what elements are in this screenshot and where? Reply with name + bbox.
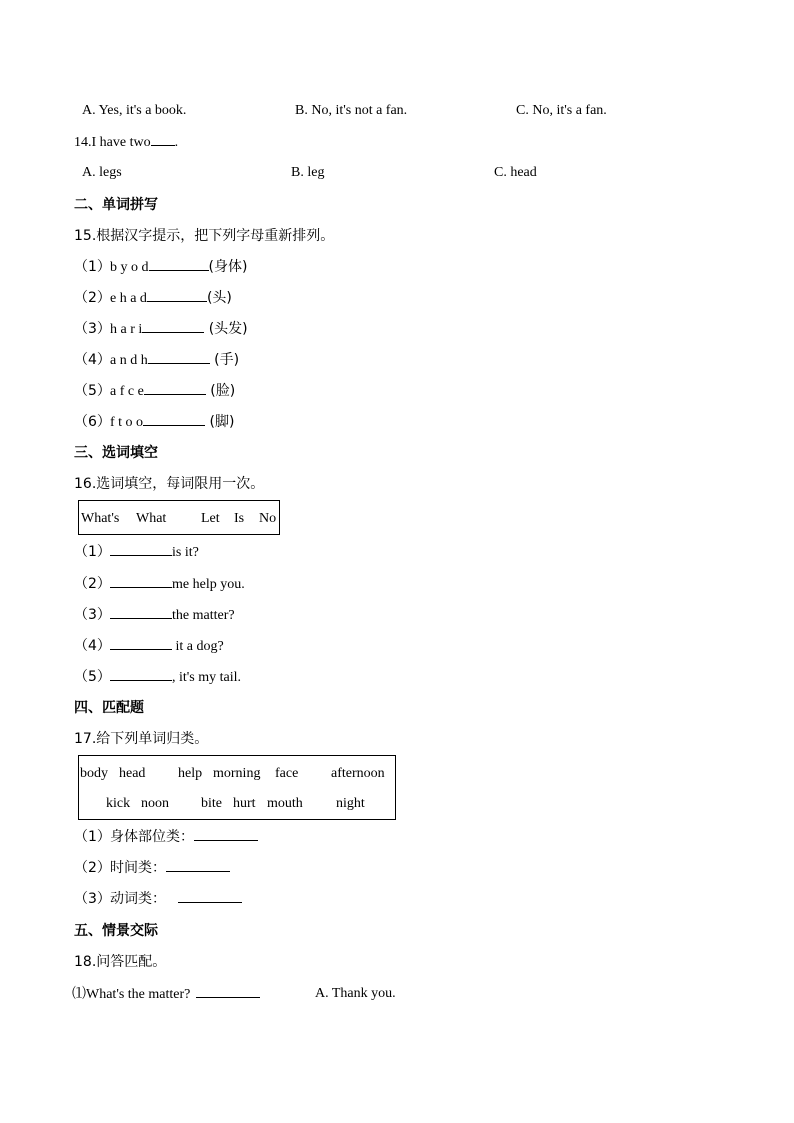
q15-item-3 <box>74 320 248 339</box>
q16-word: No <box>259 511 277 526</box>
q17-word: kick <box>106 796 131 811</box>
q15-item-blank[interactable] <box>149 258 209 271</box>
q15-item-letters: e h a d <box>110 291 147 306</box>
q17-word: bite <box>201 796 222 811</box>
q14-blank[interactable] <box>151 133 175 146</box>
q17-word: hurt <box>233 796 256 811</box>
q15-item-blank[interactable] <box>147 289 207 302</box>
q17-item-number: （2） <box>74 860 111 876</box>
q15-item-4 <box>74 351 239 370</box>
q15-item-hint: (头发) <box>204 321 248 337</box>
q14-end: . <box>174 135 179 150</box>
q15-item-hint: (脚) <box>205 414 235 430</box>
q16-item-number: （5） <box>74 669 111 685</box>
q15-item-number: （4） <box>74 352 111 368</box>
q16-word: What <box>136 511 167 526</box>
q15-item-hint: (脸) <box>205 383 236 399</box>
q17-item-2 <box>74 859 230 878</box>
q16-item-5 <box>74 668 241 687</box>
q16-item-number: （2） <box>74 576 111 592</box>
q15-item-1 <box>74 258 247 277</box>
q17-word: afternoon <box>331 766 385 781</box>
q15-item-letters: a f c e <box>110 384 144 399</box>
q15-item-number: （5） <box>74 383 111 399</box>
q14-option-a: A. legs <box>82 165 122 180</box>
q16-item-text: is it? <box>172 545 199 560</box>
q15-item-letters: a n d h <box>110 353 148 368</box>
q15-item-blank[interactable] <box>143 413 205 426</box>
q18-item-1 <box>72 985 260 1004</box>
q17-item-number: （3） <box>74 891 111 907</box>
q16-word: What's <box>81 511 120 526</box>
section5-heading: 五、情景交际 <box>74 923 158 939</box>
q14-option-b: B. leg <box>291 165 325 180</box>
q18-item-blank[interactable] <box>196 985 260 998</box>
q17-word: head <box>119 766 146 781</box>
q13-option-c: C. No, it's a fan. <box>516 103 607 118</box>
q14-option-c: C. head <box>494 165 537 180</box>
q16-item-text: the matter? <box>172 608 235 623</box>
q16-stem: 16.选词填空，每词限用一次。 <box>74 476 265 492</box>
q17-item-3 <box>74 890 242 909</box>
q17-word: noon <box>141 796 169 811</box>
q16-item-number: （1） <box>74 544 111 560</box>
q17-item-blank[interactable] <box>178 890 242 903</box>
q15-stem: 15.根据汉字提示，把下列字母重新排列。 <box>74 228 335 244</box>
q17-item-blank[interactable] <box>166 859 230 872</box>
q17-item-1 <box>74 828 258 847</box>
q16-item-3 <box>74 606 235 625</box>
q16-item-2 <box>74 575 245 594</box>
q18-answer-a: A. Thank you. <box>315 986 396 1001</box>
q16-item-1 <box>74 543 199 562</box>
q16-item-text: it a dog? <box>172 639 224 654</box>
q16-item-text: , it's my tail. <box>172 670 242 685</box>
q16-word: Is <box>234 511 245 526</box>
q17-item-number: （1） <box>74 829 111 845</box>
q15-item-letters: f t o o <box>110 415 144 430</box>
q16-word-box <box>78 500 280 535</box>
q15-item-letters: b y o d <box>110 260 149 275</box>
q17-word: morning <box>213 766 261 781</box>
q18-stem: 18.问答匹配。 <box>74 954 167 970</box>
q17-word: face <box>275 766 299 781</box>
q15-item-2 <box>74 289 232 308</box>
q16-item-number: （4） <box>74 638 111 654</box>
q16-item-number: （3） <box>74 607 111 623</box>
q15-item-hint: (手) <box>209 352 240 368</box>
q17-word-box <box>78 755 396 820</box>
q13-option-b: B. No, it's not a fan. <box>295 103 408 118</box>
q15-item-number: （6） <box>74 414 111 430</box>
q16-item-blank[interactable] <box>110 575 172 588</box>
q16-item-text: me help you. <box>172 577 245 592</box>
q14-stem: 14.I have two <box>74 135 151 150</box>
q13-option-a: A. Yes, it's a book. <box>82 103 187 118</box>
q15-item-blank[interactable] <box>148 351 210 364</box>
q15-item-blank[interactable] <box>144 382 206 395</box>
q16-item-blank[interactable] <box>110 637 172 650</box>
q16-item-blank[interactable] <box>110 543 172 556</box>
q15-item-number: （3） <box>74 321 111 337</box>
q15-item-hint: (头) <box>206 290 232 306</box>
q15-item-letters: h a r i <box>110 322 143 337</box>
section2-heading: 二、单词拼写 <box>74 197 158 213</box>
q15-item-number: （1） <box>74 259 111 275</box>
q16-item-blank[interactable] <box>110 668 172 681</box>
q17-item-blank[interactable] <box>194 828 258 841</box>
q17-word: night <box>336 796 365 811</box>
q17-word: help <box>178 766 203 781</box>
q18-item-question: ⑴What's the matter? <box>72 987 191 1002</box>
q15-item-5 <box>74 382 235 401</box>
q17-stem: 17.给下列单词归类。 <box>74 731 209 747</box>
q15-item-blank[interactable] <box>142 320 204 333</box>
q15-item-hint: (身体) <box>208 259 248 275</box>
section3-heading: 三、选词填空 <box>74 445 158 461</box>
q16-item-4 <box>74 637 224 656</box>
q17-item-label: 身体部位类： <box>110 829 194 845</box>
q17-item-label: 动词类： <box>110 891 166 907</box>
q16-item-blank[interactable] <box>110 606 172 619</box>
q17-word: mouth <box>267 796 303 811</box>
q15-item-number: （2） <box>74 290 111 306</box>
q16-word: Let <box>201 511 220 526</box>
section4-heading: 四、匹配题 <box>74 700 144 716</box>
q14-question <box>74 133 178 152</box>
q15-item-6 <box>74 413 234 432</box>
q17-item-label: 时间类： <box>110 860 166 876</box>
q17-word: body <box>80 766 108 781</box>
